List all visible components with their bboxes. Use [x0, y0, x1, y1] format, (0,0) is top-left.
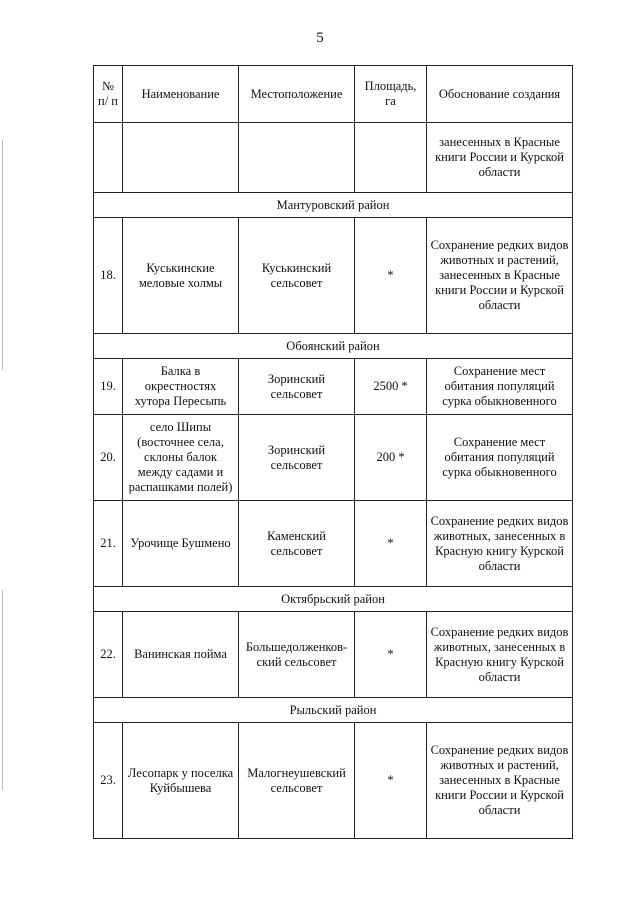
header-num: № п/ п	[94, 66, 123, 123]
row-basis: Сохранение редких видов животных, занесенных в Красную книгу Курской области	[427, 612, 573, 698]
row-location: Большедолженков-ский сельсовет	[239, 612, 355, 698]
table-row	[94, 123, 573, 193]
row-area: *	[355, 612, 427, 698]
row-name: Урочище Бушмено	[123, 501, 239, 587]
row-location: Зоринский сельсовет	[239, 415, 355, 501]
row-num: 18.	[94, 218, 123, 334]
page-number: 5	[316, 30, 324, 46]
row-num: 22.	[94, 612, 123, 698]
protected-areas-table	[93, 65, 573, 839]
row-num: 21.	[94, 501, 123, 587]
table-header-row	[94, 66, 573, 123]
row-location: Каменский сельсовет	[239, 501, 355, 587]
row-name: Лесопарк у поселка Куйбышева	[123, 723, 239, 839]
district-row	[94, 587, 573, 612]
row-num: 23.	[94, 723, 123, 839]
district-heading: Рыльский район	[94, 698, 573, 723]
row-basis: занесенных в Красные книги России и Курской области	[427, 123, 573, 193]
row-basis: Сохранение редких видов животных, занесенных в Красную книгу Курской области	[427, 501, 573, 587]
table-row	[94, 501, 573, 587]
district-heading: Обоянский район	[94, 334, 573, 359]
scan-edge-line	[2, 140, 3, 370]
row-name: Балка в окрестностях хутора Пересыпь	[123, 359, 239, 415]
row-location: Куськинский сельсовет	[239, 218, 355, 334]
header-area: Площадь, га	[355, 66, 427, 123]
district-row	[94, 698, 573, 723]
row-location: Зоринский сельсовет	[239, 359, 355, 415]
row-basis: Сохранение мест обитания популяций сурка обыкновенного	[427, 359, 573, 415]
table-row	[94, 359, 573, 415]
table-row	[94, 612, 573, 698]
table-row	[94, 723, 573, 839]
row-location: Малогнеушевский сельсовет	[239, 723, 355, 839]
row-location	[239, 123, 355, 193]
table-row	[94, 415, 573, 501]
district-heading: Октябрьский район	[94, 587, 573, 612]
district-heading: Мантуровский район	[94, 193, 573, 218]
row-name	[123, 123, 239, 193]
row-area: 200 *	[355, 415, 427, 501]
row-name: село Шипы (восточнее села, склоны балок между садами и распашками полей)	[123, 415, 239, 501]
scan-edge-line	[2, 590, 3, 790]
header-location: Местоположение	[239, 66, 355, 123]
row-area: *	[355, 501, 427, 587]
row-num: 20.	[94, 415, 123, 501]
row-num: 19.	[94, 359, 123, 415]
row-name: Куськинские меловые холмы	[123, 218, 239, 334]
row-area	[355, 123, 427, 193]
row-area: 2500 *	[355, 359, 427, 415]
row-num	[94, 123, 123, 193]
header-basis: Обоснование создания	[427, 66, 573, 123]
row-name: Ванинская пойма	[123, 612, 239, 698]
row-area: *	[355, 218, 427, 334]
row-area: *	[355, 723, 427, 839]
district-row	[94, 193, 573, 218]
row-basis: Сохранение редких видов животных и растений, занесенных в Красные книги России и Курской области	[427, 218, 573, 334]
row-basis: Сохранение редких видов животных и растений, занесенных в Красные книги России и Курской области	[427, 723, 573, 839]
table-row	[94, 218, 573, 334]
row-basis: Сохранение мест обитания популяций сурка обыкновенного	[427, 415, 573, 501]
district-row	[94, 334, 573, 359]
header-name: Наименование	[123, 66, 239, 123]
